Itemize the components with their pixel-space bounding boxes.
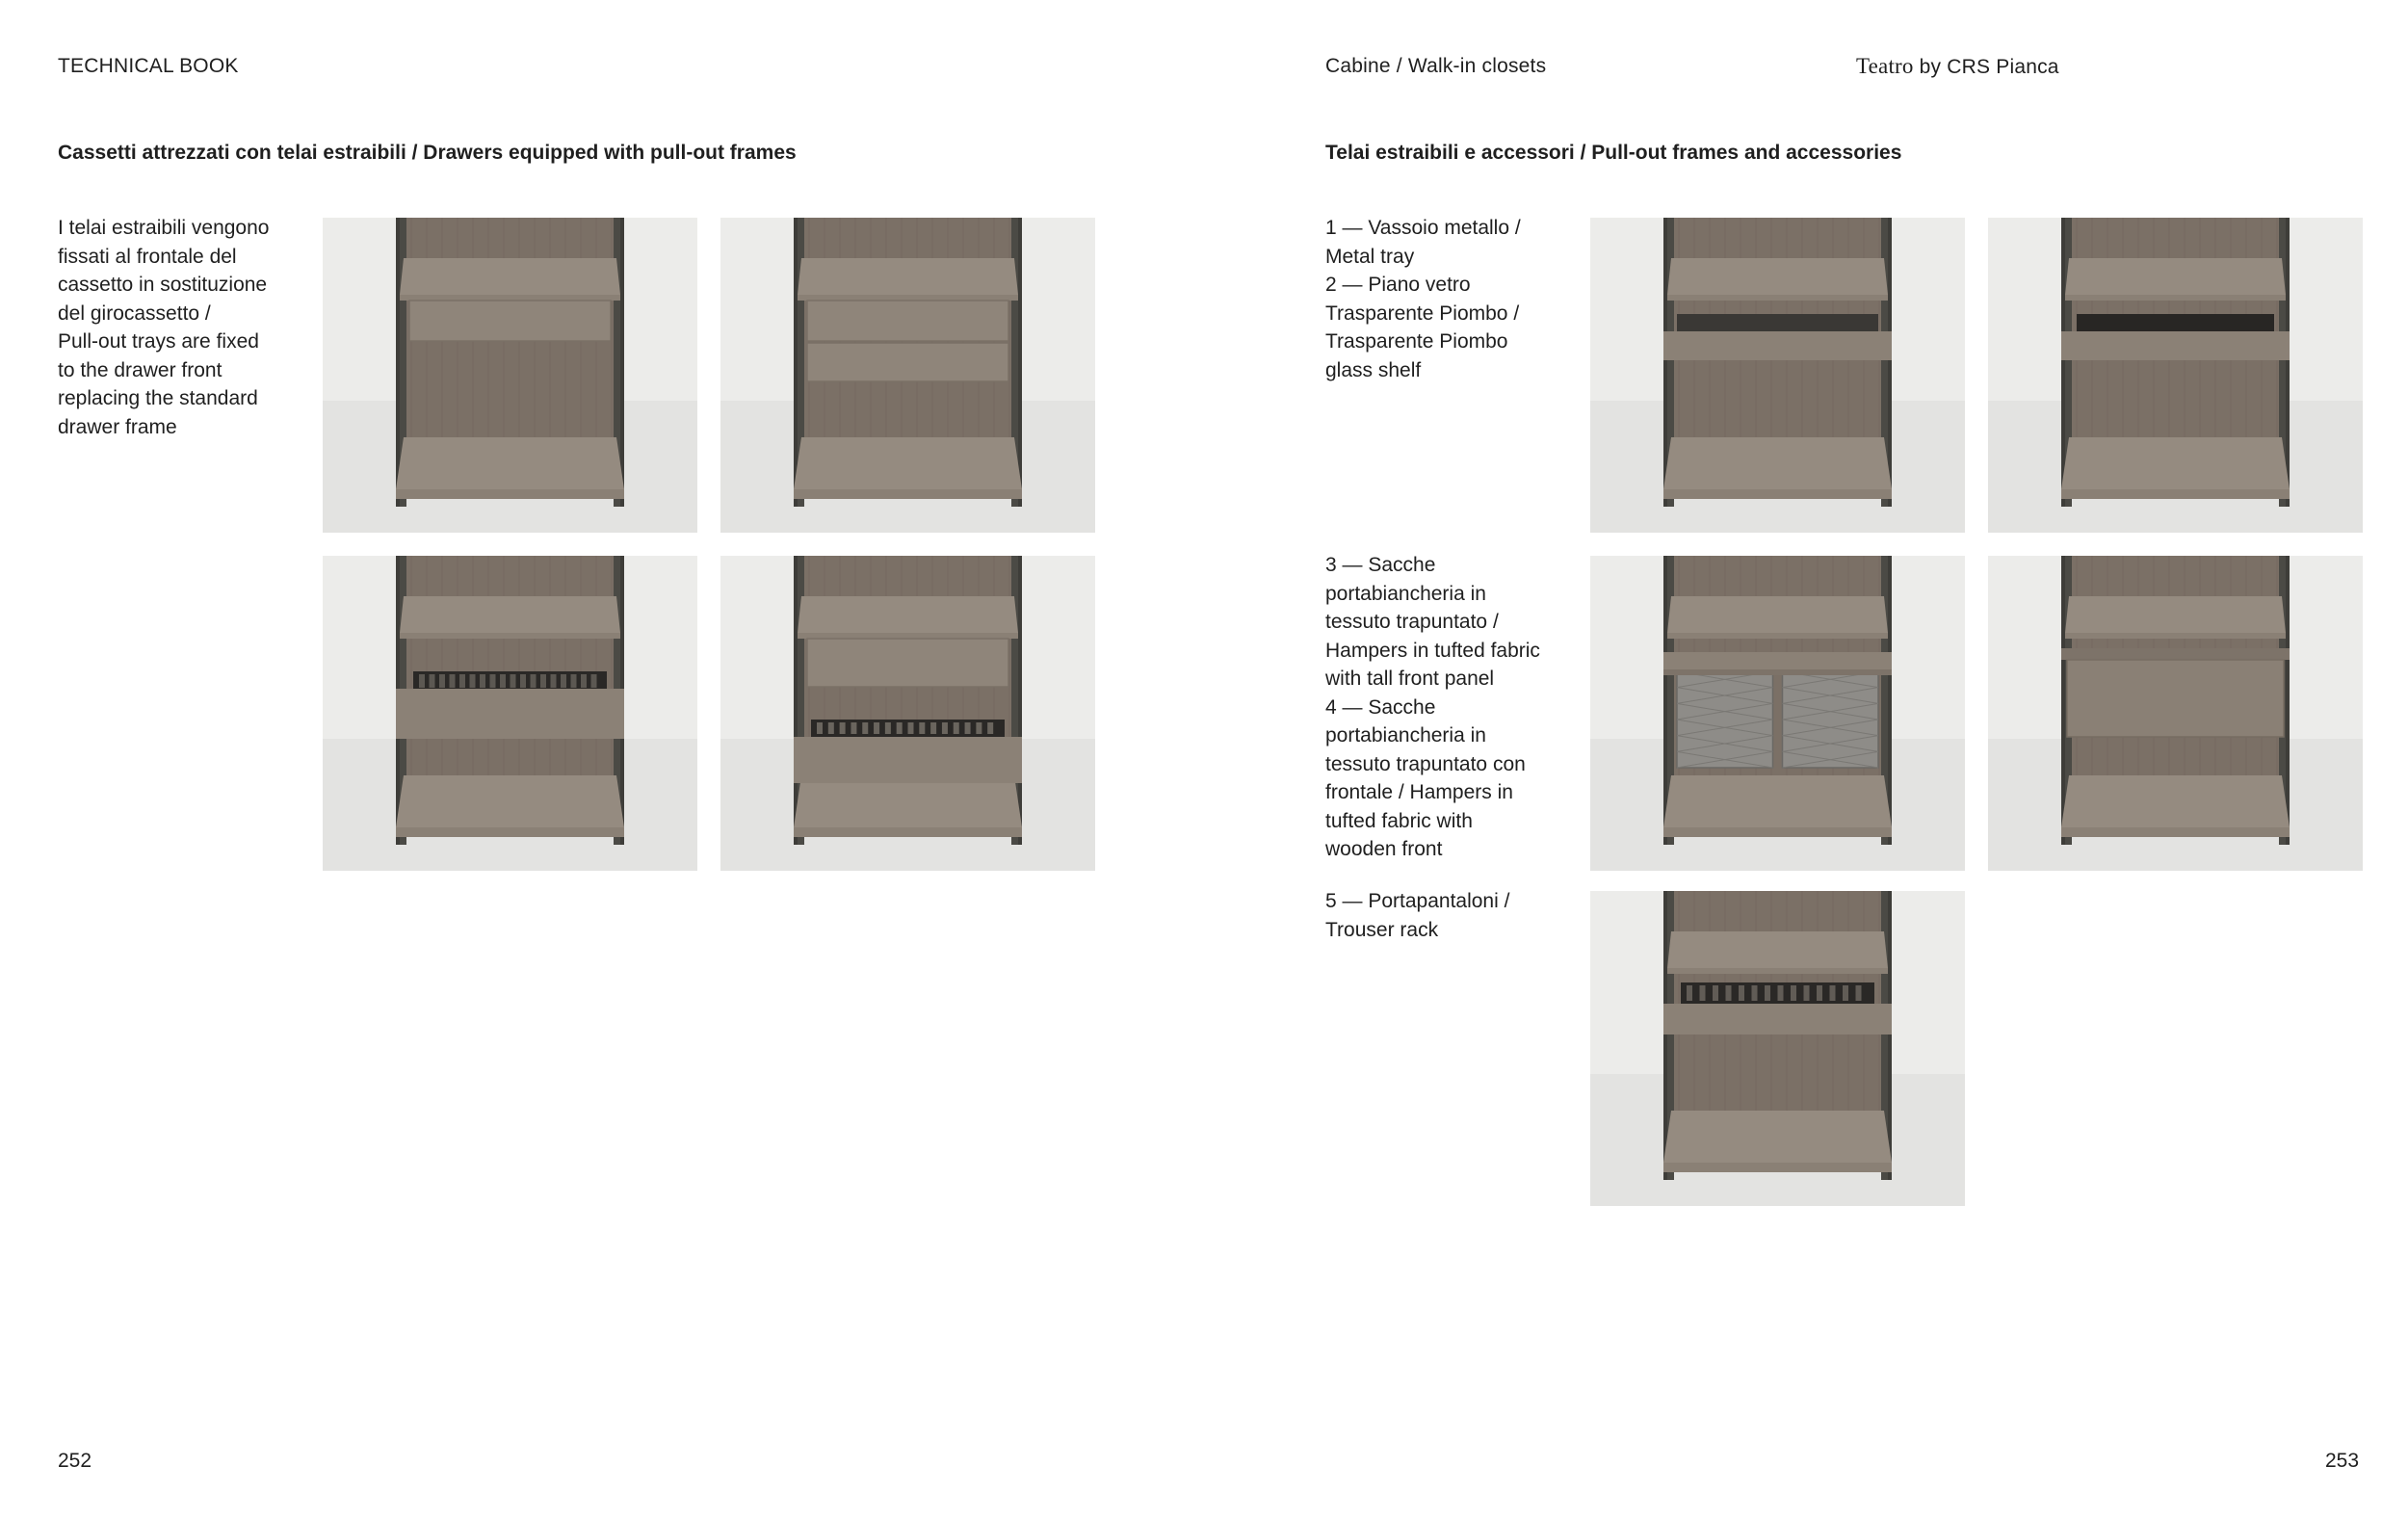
photo-pullout-slatted: [323, 556, 697, 871]
closet-illustration: [1988, 218, 2363, 533]
closet-illustration: [323, 556, 697, 871]
closet-illustration: [720, 556, 1095, 871]
caption-3-4: 3 — Sacche portabiancheria in tessuto trapuntato / Hampers in tufted fabric with tall front panel 4 — Sacche portabiancheria in tessuto trapuntato con frontale / Hampers in tufted fabric with wooden front: [1325, 554, 1540, 860]
caption-1-2: 1 — Vassoio metallo / Metal tray 2 — Piano vetro Trasparente Piombo / Trasparente Piombo glass shelf: [1325, 217, 1521, 381]
caption-5: 5 — Portapantaloni / Trouser rack: [1325, 890, 1510, 941]
closet-illustration: [1988, 556, 2363, 871]
photo-hampers-tall-front: [1590, 556, 1965, 871]
photo-trouser-rack: [1590, 891, 1965, 1206]
photo-metal-tray: [1590, 218, 1965, 533]
section-title-right: Telai estraibili e accessori / Pull-out frames and accessories: [1325, 142, 1902, 164]
category-label: Cabine / Walk-in closets: [1325, 55, 1547, 77]
photo-drawer-single: [323, 218, 697, 533]
photo-glass-shelf: [1988, 218, 2363, 533]
page-number-right: 253: [2325, 1450, 2360, 1472]
running-head: TECHNICAL BOOK: [58, 55, 239, 77]
brand-label: [1856, 54, 2059, 79]
intro-text: I telai estraibili vengono fissati al frontale del cassetto in sostituzione del girocassetto / Pull-out trays are fixed to the drawer front replacing the standard drawer frame: [58, 217, 270, 438]
closet-illustration: [1590, 556, 1965, 871]
section-title-left: Cassetti attrezzati con telai estraibili / Drawers equipped with pull-out frames: [58, 142, 797, 164]
brand-name-serif: Teatro: [1856, 54, 1914, 78]
closet-illustration: [1590, 891, 1965, 1206]
closet-illustration: [720, 218, 1095, 533]
page-number-left: 252: [58, 1450, 92, 1472]
photo-drawer-slatted: [720, 556, 1095, 871]
brand-suffix: by CRS Pianca: [1913, 56, 2059, 78]
closet-illustration: [323, 218, 697, 533]
closet-illustration: [1590, 218, 1965, 533]
photo-hampers-wooden-front: [1988, 556, 2363, 871]
photo-drawer-double: [720, 218, 1095, 533]
